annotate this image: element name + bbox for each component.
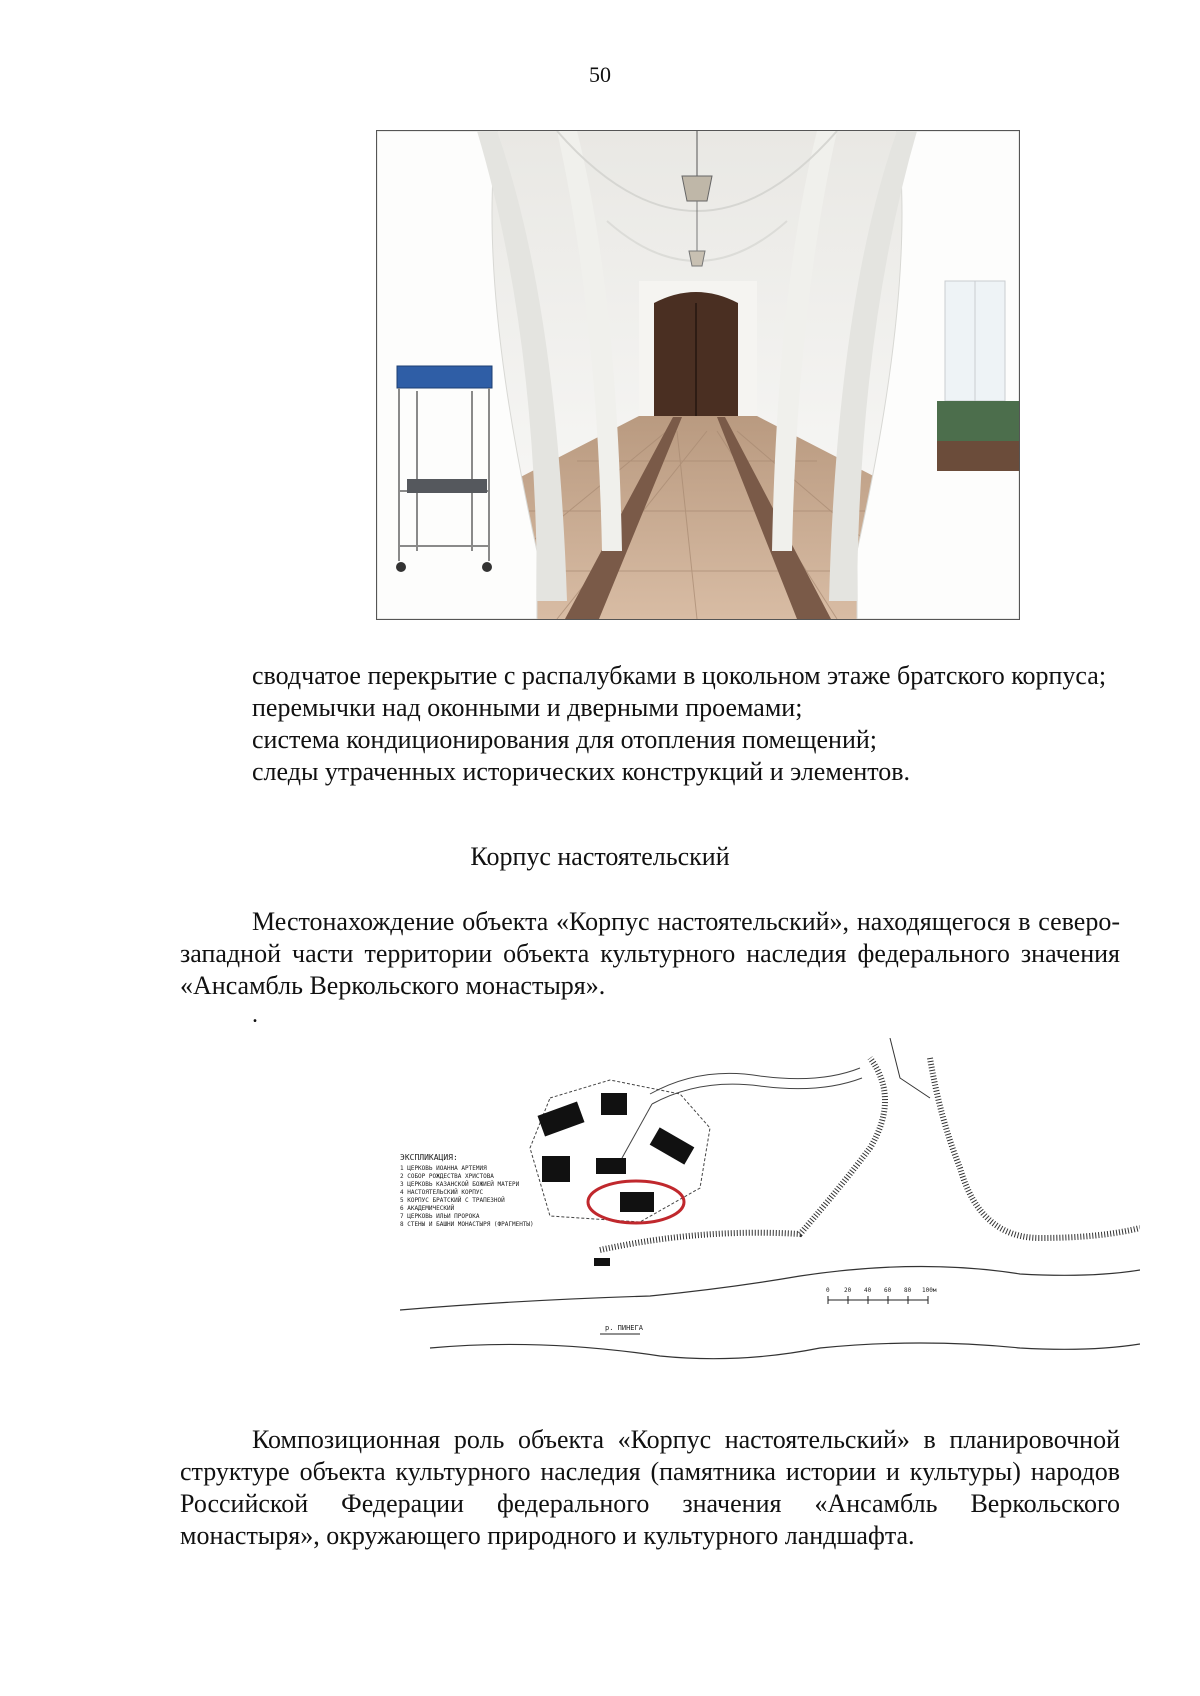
legend-item: 3 ЦЕРКОВЬ КАЗАНСКОЙ БОЖИЕЙ МАТЕРИ: [400, 1181, 520, 1188]
site-plan-drawing: [400, 1038, 1140, 1398]
legend-item: 1 ЦЕРКОВЬ ИОАННА АРТЕМИЯ: [400, 1165, 487, 1172]
legend-item: 4 НАСТОЯТЕЛЬСКИЙ КОРПУС: [400, 1189, 484, 1196]
scale-label: 100м: [922, 1287, 937, 1294]
scale-label: 20: [844, 1287, 852, 1294]
legend-item: 5 КОРПУС БРАТСКИЙ С ТРАПЕЗНОЙ: [400, 1197, 505, 1204]
legend-item: 6 АКАДЕМИЧЕСКИЙ: [400, 1205, 455, 1212]
stray-mark: .: [252, 1002, 258, 1028]
scale-label: 80: [904, 1287, 912, 1294]
site-plan-map: [400, 1038, 1140, 1398]
legend-item: 2 СОБОР РОЖДЕСТВА ХРИСТОВА: [400, 1173, 494, 1180]
list-item: перемычки над оконными и дверными проемами;: [252, 693, 803, 722]
list-item: сводчатое перекрытие с распалубками в цокольном этаже братского корпуса;: [252, 661, 1107, 690]
feature-list: [180, 660, 1120, 788]
list-item: следы утраченных исторических конструкций и элементов.: [252, 757, 911, 786]
scale-label: 60: [884, 1287, 892, 1294]
page-number: 50: [589, 62, 611, 87]
role-paragraph: Композиционная роль объекта «Корпус настоятельский» в планировочной структуре объекта культурного наследия (памятника истории и культуры) народов Российской Федерации федерального значения «Ансамбль Веркольского монастыря», окружающего природного и культурного ландшафта.: [180, 1425, 1120, 1550]
location-paragraph: Местонахождение объекта «Корпус настоятельский», находящегося в северо-западной части территории объекта культурного наследия федерального значения «Ансамбль Веркольского монастыря».: [180, 907, 1120, 1000]
legend-item: 8 СТЕНЫ И БАШНИ МОНАСТЫРЯ (ФРАГМЕНТЫ): [400, 1221, 534, 1228]
legend-item: 7 ЦЕРКОВЬ ИЛЬИ ПРОРОКА: [400, 1213, 480, 1220]
legend-title: ЭКСПЛИКАЦИЯ:: [400, 1153, 458, 1162]
corridor-photo-drawing: [377, 131, 1019, 619]
scale-label: 0: [826, 1287, 830, 1294]
scale-label: 40: [864, 1287, 872, 1294]
section-title: Корпус настоятельский: [470, 842, 730, 871]
corridor-photo: [376, 130, 1020, 620]
list-item: система кондиционирования для отопления помещений;: [252, 725, 877, 754]
river-label: р. ПИНЕГА: [605, 1324, 643, 1332]
